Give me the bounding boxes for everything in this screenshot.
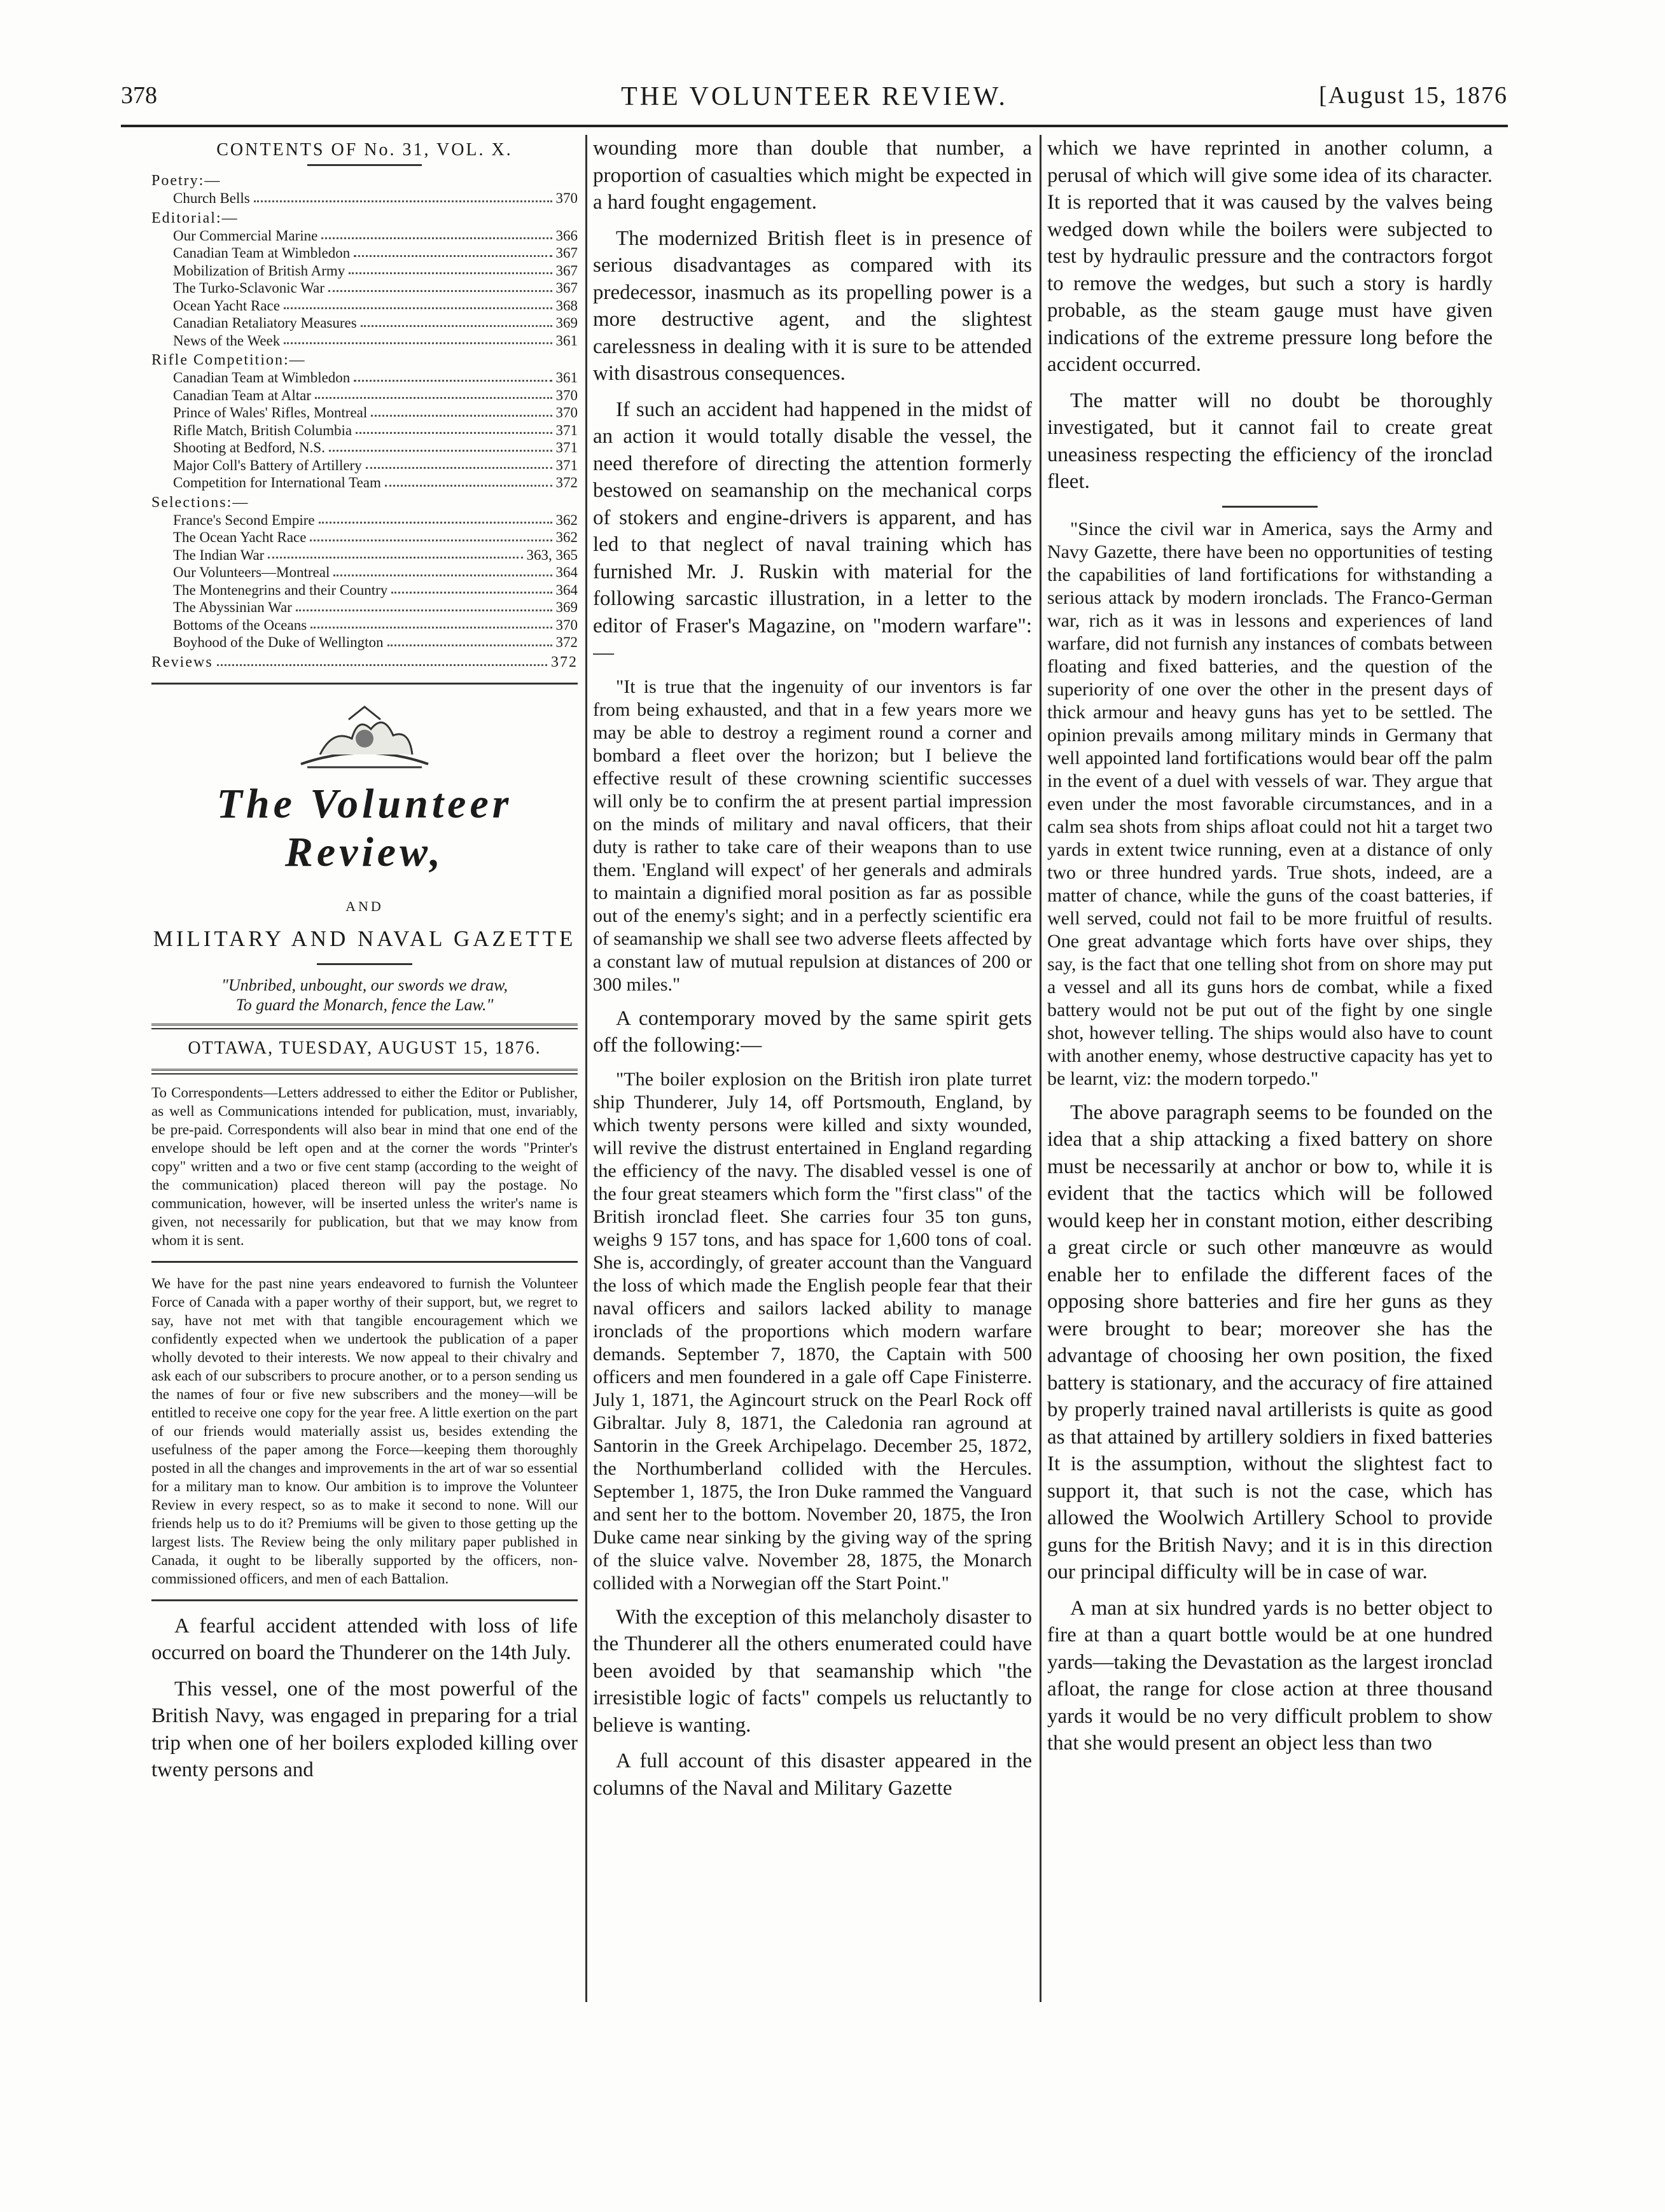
column-1 — [151, 135, 578, 2002]
dot-leader — [321, 227, 552, 240]
contents-entry — [151, 387, 578, 405]
paragraph: A full account of this disaster appeared in the columns of the Naval and Military Gazette — [593, 1749, 1032, 1800]
contents-entry-title: The Montenegrins and their Country — [173, 581, 388, 598]
contents-page-number: 363, 365 — [526, 546, 578, 563]
contents-entry-title: Our Volunteers—Montreal — [173, 564, 330, 580]
divider — [151, 683, 578, 685]
issue-date: [August 15, 1876 — [1319, 82, 1508, 109]
contents-entry-title: Bottoms of the Oceans — [173, 616, 307, 633]
contents-page-number: 372 — [555, 634, 578, 650]
dot-leader — [354, 244, 552, 257]
contents-entry-title: Church Bells — [173, 190, 250, 206]
contents-page-number: 362 — [555, 529, 578, 545]
contents-page-number: 362 — [555, 511, 578, 528]
dot-leader — [284, 332, 552, 345]
contents-entry — [151, 314, 578, 332]
contents-page-number: 372 — [555, 475, 578, 490]
page-number: 378 — [121, 82, 157, 109]
contents-page-number: 369 — [555, 599, 578, 615]
contents-page-number: 370 — [555, 190, 578, 206]
contents-entry — [151, 227, 578, 245]
contents-page-number: 364 — [555, 564, 578, 580]
ruskin-quote: "It is true that the ingenuity of our inventors is far from being exhausted, and that in a few years more we may be able to destroy a regiment round a corner and bombard a fleet over the horizon; but I believe the effective result of these crowning scientific successes will only be to confirm the at present partial impression on the minds of military and naval officers, that their duty is rather to take care of their weapons than to use them. 'England will expect' of her generals and admirals to maintain a dignified moral position as far as possible out of the enemy's sight; and in a perfectly scientific era of seamanship we shall see two adverse fleets affected by a constant law of mutual repulsion at distances of 200 or 300 miles." — [593, 676, 1032, 995]
masthead-subtitle: MILITARY AND NAVAL GAZETTE — [153, 926, 576, 951]
contents-section-heading — [151, 654, 578, 671]
column-3 — [1047, 135, 1493, 2002]
dot-leader — [385, 474, 552, 487]
motto-line-2: To guard the Monarch, fence the Law." — [235, 995, 494, 1014]
dot-leader — [310, 616, 552, 629]
dot-leader — [217, 654, 547, 666]
contents-entry-title: France's Second Empire — [173, 511, 315, 528]
contents-entry — [151, 369, 578, 387]
contents-entry — [151, 279, 578, 297]
paragraph: A contemporary moved by the same spirit gets off the following:— — [593, 1006, 1032, 1057]
column-2 — [593, 135, 1032, 2002]
divider — [151, 1261, 578, 1263]
column-rule-2 — [1040, 135, 1041, 2002]
contents-entry — [151, 244, 578, 262]
divider — [151, 1599, 578, 1601]
dot-leader — [254, 190, 552, 202]
paragraph: wounding more than double that number, a proportion of casualties which might be expected in a hard fought engagement. — [593, 137, 1032, 214]
contents-entry-title: Mobilization of British Army — [173, 262, 345, 279]
contents-entry-title: Rifle Match, British Columbia — [173, 422, 352, 438]
contents-entry — [151, 457, 578, 475]
contents-page-number: 370 — [555, 405, 578, 421]
dot-leader — [333, 564, 552, 576]
contents-entry — [151, 439, 578, 457]
paragraph: A man at six hundred yards is no better object to fire at than a quart bottle would be at one hundred yards—taking the Devastation as the largest ironclad afloat, the range for close action at three thousand yards it would be no very difficult problem to show that she would present an object less than two — [1047, 1596, 1493, 1755]
contents-entry-title: Canadian Team at Wimbledon — [173, 245, 351, 261]
contents-entry — [151, 262, 578, 280]
contents-page-number: 370 — [555, 616, 578, 633]
paragraph: which we have reprinted in another column, a perusal of which will give some idea of its character. It is reported that it was caused by the valves being wedged down while the boilers were subjected to test by hydraulic pressure and the contractors forgot to remove the wedges, but such a story is hardly probable, as the steam gauge must have given indications of the extreme pressure long before the accident occurred. — [1047, 137, 1493, 376]
contents-page-number: 367 — [555, 280, 578, 296]
contents-entry-title: Canadian Retaliatory Measures — [173, 315, 357, 331]
masthead-and: AND — [345, 898, 384, 914]
dot-leader — [329, 439, 552, 452]
contents-page-number: 371 — [555, 457, 578, 473]
contents-entry — [151, 190, 578, 207]
dot-leader — [319, 511, 552, 524]
contents-entry — [151, 546, 578, 564]
contents-entry — [151, 634, 578, 651]
dot-leader — [356, 422, 552, 435]
contents-entry-title: Canadian Team at Altar — [173, 387, 312, 403]
contents-entry — [151, 297, 578, 315]
contents-entry-title: Our Commercial Marine — [173, 227, 318, 244]
contents-section-heading: Rifle Competition:— — [151, 352, 306, 368]
divider — [151, 1069, 578, 1075]
paragraph: If such an accident had happened in the midst of an action it would totally disable the vessel, the need therefore of directing the attention formerly bestowed on seamanship on the mechanical corps of stokers and engine-drivers is apparent, and has led to that neglect of naval training which has furnished Mr. J. Ruskin with material for the following sarcastic illustration, in a letter to the editor of Fraser's Magazine, on "modern warfare":— — [593, 398, 1032, 664]
dot-leader — [310, 529, 552, 541]
dot-leader — [361, 314, 552, 327]
contents-page-number: 371 — [555, 440, 578, 456]
divider — [317, 963, 412, 965]
notice-to-correspondents: To Correspondents—Letters addressed to either the Editor or Publisher, as well as Communications intended for publication, must, invariably, be pre-paid. Correspondents will also bear in mind that one end of the envelope should be left open and at the corner the words "Printer's copy" written and a two or five cent stamp (according to the weight of the communication) placed thereon will pay the postage. No communication, however, will be inserted unless the writer's name is given, not necessarily for publication, but that we may know from whom it is sent. — [151, 1084, 578, 1248]
thunderer-article — [151, 1613, 578, 1784]
crest-emblem — [288, 704, 441, 774]
army-navy-gazette-quote: "Since the civil war in America, says the Army and Navy Gazette, there have been no opportunities of testing the capabilities of land fortifications for withstanding a serious attack by modern ironclads. The Franco-German war, rich as it was in lessons and experiences of land warfare, did not furnish any instances of combats between floating and fixed batteries, and the question of the superiority of one over the other in the present days of thick armour and heavy guns has yet to be settled. The opinion prevails among military minds in Germany that well appointed land fortifications would bear off the palm in the event of a duel with vessels of war. They argue that even under the most favorable circumstances, and in a calm sea shots from ships afloat could not hit a target two yards in extent twice running, even at a distance of only two or three hundred yards. True shots, indeed, are a matter of chance, while the guns of the coast batteries, if well served, could not fail to be more fruitful of results. One great advantage which forts have over ships, they say, is the fact that one telling shot from on shore may put a vessel and all its guns hors de combat, while a fixed battery would not be put out of the fight by one single shot, however telling. The ships would also have to count with another enemy, whose destructive capacity has yet to be learnt, viz: the modern torpedo." — [1047, 518, 1493, 1089]
running-header — [121, 81, 1508, 120]
contents-entry — [151, 529, 578, 546]
contents-entry-title: The Abyssinian War — [173, 599, 292, 615]
page-title: THE VOLUNTEER REVIEW. — [621, 82, 1008, 111]
contents-title: CONTENTS OF No. 31, VOL. X. — [216, 140, 513, 160]
contents-page-number: 372 — [551, 653, 578, 671]
masthead-title: The Volunteer Review, — [216, 780, 513, 875]
paragraph: A fearful accident attended with loss of life occurred on board the Thunderer on the 14th July. — [151, 1614, 578, 1664]
dot-leader — [391, 581, 552, 594]
contents-page-number: 367 — [555, 262, 578, 279]
table-of-contents — [151, 172, 578, 671]
dot-leader — [366, 457, 552, 470]
contents-rule — [307, 164, 422, 166]
dot-leader — [284, 297, 552, 310]
dot-leader — [387, 634, 552, 646]
contents-page-number: 368 — [555, 297, 578, 314]
dateline: OTTAWA, TUESDAY, AUGUST 15, 1876. — [188, 1038, 541, 1058]
contents-page-number: 367 — [555, 245, 578, 261]
motto-line-1: "Unbribed, unbought, our swords we draw, — [221, 975, 508, 994]
paragraph: With the exception of this melancholy disaster to the Thunderer all the others enumerated could have been avoided by that seamanship which "the irresistible logic of facts" compels us reluctantly to believe is wanting. — [593, 1605, 1032, 1737]
paragraph: The above paragraph seems to be founded on the idea that a ship attacking a fixed battery on shore must be necessarily at anchor or bow to, while it is evident that the tactics which will be followed would keep her in constant motion, either describing a great circle or such other manœuvre as would enable her to enfilade the different faces of the opposing shore batteries and fire her guns as they were brought to bear; moreover she has the advantage of choosing her own position, the fixed battery is stationary, and the accuracy of fire attained by properly trained naval artillerists is quite as good as that attained by artillery soldiers in fixed batteries It is the assumption, without the slightest fact to support it, that such is not the case, which has allowed the Woolwich Artillery School to provide guns for the British Navy; and it is in this direction our principal difficulty will be in case of war. — [1047, 1101, 1493, 1583]
column-rule-1 — [585, 135, 587, 2002]
contents-entry — [151, 581, 578, 599]
contents-entry-title: The Ocean Yacht Race — [173, 529, 307, 545]
contents-entry — [151, 599, 578, 616]
contents-entry — [151, 422, 578, 440]
dot-leader — [354, 369, 552, 382]
contents-page-number: 371 — [555, 422, 578, 438]
contents-entry — [151, 332, 578, 350]
dot-leader — [296, 599, 552, 611]
contents-page-number: 361 — [555, 370, 578, 386]
contemporary-quote: "The boiler explosion on the British iron plate turret ship Thunderer, July 14, off Portsmouth, England, by which twenty persons were killed and sixty wounded, will revive the distrust entertained in England regarding the efficiency of the navy. The disabled vessel is one of the four great steamers which form the "first class" of the British ironclad fleet. She carries four 35 ton guns, weighs 9 157 tons, and has space for 1,600 tons of coal. She is, accordingly, of greater account than the Vanguard the loss of which made the English people fear that their naval officers and sailors lacked ability to manage ironclads of the proportions which modern warfare demands. September 7, 1870, the Captain with 500 officers and men foundered in a gale off Cape Finisterre. July 1, 1871, the Agincourt struck on the Pearl Rock off Gibraltar. July 8, 1871, the Caledonia ran aground at Santorin in the Greek Archipelago. December 25, 1872, the Northumberland collided with the Hercules. September 1, 1875, the Iron Duke rammed the Vanguard and sent her to the bottom. November 20, 1875, the Iron Duke came near sinking by the giving way of the spring of the sluice valve. November 28, 1875, the Monarch collided with a Norwegian off the Start Point." — [593, 1068, 1032, 1594]
divider — [151, 1024, 578, 1029]
dot-leader — [315, 387, 552, 400]
dot-leader — [268, 546, 522, 559]
contents-section-heading: Poetry:— — [151, 172, 221, 189]
paragraph: The matter will no doubt be thoroughly investigated, but it cannot fail to create great uneasiness respecting the efficiency of the ironclad fleet. — [1047, 389, 1493, 493]
dot-leader — [371, 404, 552, 417]
contents-entry-title: Major Coll's Battery of Artillery — [173, 457, 362, 473]
contents-page-number: 364 — [555, 581, 578, 598]
header-rule — [121, 125, 1508, 127]
contents-entry-title: Shooting at Bedford, N.S. — [173, 440, 325, 456]
contents-page-number: 369 — [555, 315, 578, 331]
contents-entry-title: News of the Week — [173, 332, 281, 349]
contents-page-number: 370 — [555, 387, 578, 403]
contents-page-number: 361 — [555, 332, 578, 349]
contents-section-label: Reviews — [151, 653, 213, 671]
contents-entry-title: Prince of Wales' Rifles, Montreal — [173, 405, 368, 421]
divider — [1222, 506, 1318, 508]
contents-entry — [151, 511, 578, 529]
contents-entry-title: The Turko-Sclavonic War — [173, 280, 324, 296]
contents-section-heading: Editorial:— — [151, 209, 239, 226]
dot-leader — [349, 262, 552, 275]
subscriber-appeal: We have for the past nine years endeavored to furnish the Volunteer Force of Canada with a paper worthy of their support, but, we regret to say, have not met with that tangible encouragement which we confidently expected when we undertook the publication of a paper wholly devoted to their interests. We now appeal to their chivalry and ask each of our subscribers to procure another, or to a person sending us the names of four or five new subscribers and the money—will be entitled to receive one copy for the year free. A little exertion on the part of our friends would materially assist us, besides extending the usefulness of the paper among the Force—keeping them thoroughly posted in all the changes and improvements in the art of war so essential for a military man to know. Our ambition is to improve the Volunteer Review in every respect, so as to make it second to none. Will our friends help us to do it? Premiums will be given to those getting up the largest lists. The Review being the only military paper published in Canada, it ought to be liberally supported by the officers, non-commissioned officers, and men of each Battalion. — [151, 1275, 578, 1587]
contents-entry-title: Boyhood of the Duke of Wellington — [173, 634, 384, 650]
contents-section-heading: Selections:— — [151, 494, 249, 511]
contents-entry-title: Competition for International Team — [173, 475, 381, 490]
contents-entry — [151, 564, 578, 581]
contents-entry-title: Ocean Yacht Race — [173, 297, 280, 314]
paragraph: The modernized British fleet is in presence of serious disadvantages as compared with its predecessor, inasmuch as its propelling power is a more destructive agent, and the slightest carelessness in dealing with it is sure to be attended with disastrous consequences. — [593, 226, 1032, 385]
contents-entry — [151, 616, 578, 634]
dot-leader — [328, 279, 552, 292]
contents-entry — [151, 474, 578, 492]
contents-entry-title: Canadian Team at Wimbledon — [173, 370, 351, 386]
contents-entry — [151, 404, 578, 422]
paragraph: This vessel, one of the most powerful of the British Navy, was engaged in preparing for a trial trip when one of her boilers exploded killing over twenty persons and — [151, 1677, 578, 1781]
contents-page-number: 366 — [555, 227, 578, 244]
contents-entry-title: The Indian War — [173, 546, 265, 563]
